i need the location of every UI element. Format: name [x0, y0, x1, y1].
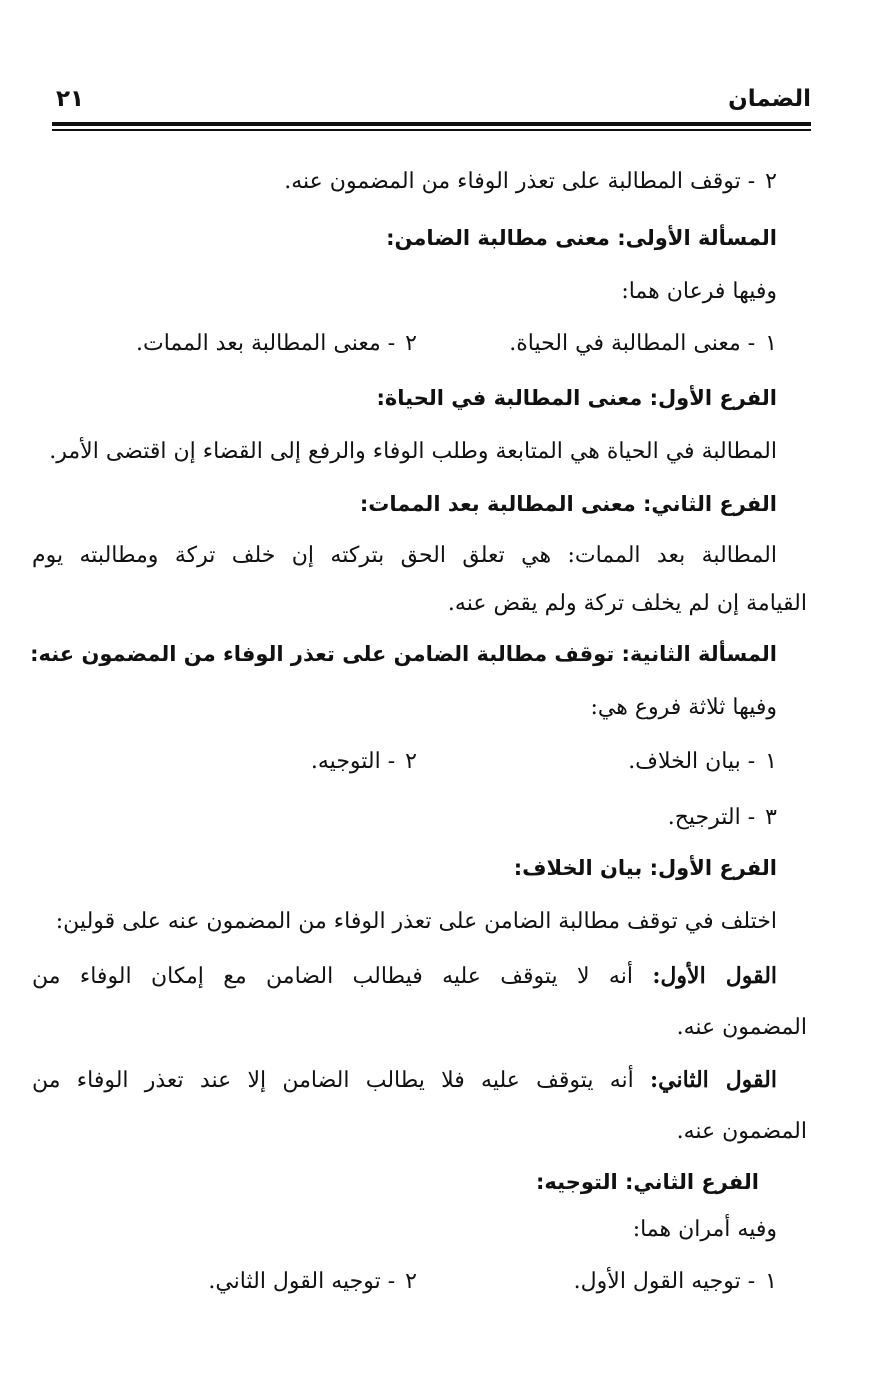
page-header — [52, 86, 811, 120]
paragraph: القيامة إن لم يخلف تركة ولم يقض عنه. — [447, 591, 807, 616]
list-row — [52, 1262, 777, 1302]
paragraph: القول الثاني: أنه يتوقف عليه فلا يطالب الضامن إلا عند تعذر الوفاء من — [32, 1067, 777, 1093]
running-title: الضمان — [728, 86, 811, 112]
list-item: ١- بيان الخلاف. — [628, 749, 777, 774]
list-item: ٢- التوجيه. — [310, 749, 417, 774]
list-item: ١- توجيه القول الأول. — [573, 1269, 777, 1294]
paragraph: وفيه أمران هما: — [632, 1217, 777, 1242]
paragraph: اختلف في توقف مطالبة الضامن على تعذر الوفاء من المضمون عنه على قولين: — [55, 909, 777, 934]
header-rule-thick — [52, 122, 811, 126]
page-number: ٢١ — [56, 86, 85, 112]
list-item: ٣- الترجيح. — [667, 805, 777, 830]
paragraph: المضمون عنه. — [676, 1119, 807, 1144]
paragraph: وفيها ثلاثة فروع هي: — [590, 695, 777, 720]
list-item: ٢- معنى المطالبة بعد الممات. — [136, 331, 417, 356]
header-rule-thin — [52, 129, 811, 131]
header-rule — [52, 122, 811, 132]
paragraph: المطالبة بعد الممات: هي تعلق الحق بتركته إن خلف تركة ومطالبته يوم — [32, 543, 777, 568]
list-row — [52, 324, 777, 364]
subsection-heading: الفرع الأول: معنى المطالبة في الحياة: — [376, 386, 777, 410]
list-item: ٢- توجيه القول الثاني. — [208, 1269, 417, 1294]
subsection-heading: الفرع الأول: بيان الخلاف: — [513, 856, 777, 880]
list-row — [52, 742, 777, 782]
opinion-label: القول الأول: — [652, 963, 778, 989]
subsection-heading: الفرع الثاني: معنى المطالبة بعد الممات: — [359, 492, 777, 516]
section-heading: المسألة الأولى: معنى مطالبة الضامن: — [386, 226, 777, 250]
paragraph: وفيها فرعان هما: — [621, 279, 777, 304]
subsection-heading: الفرع الثاني: التوجيه: — [536, 1170, 759, 1194]
list-item: ٢- توقف المطالبة على تعذر الوفاء من المضمون عنه. — [284, 169, 777, 194]
paragraph: المطالبة في الحياة هي المتابعة وطلب الوفاء والرفع إلى القضاء إن اقتضى الأمر. — [49, 439, 777, 464]
paragraph: القول الأول: أنه لا يتوقف عليه فيطالب الضامن مع إمكان الوفاء من — [32, 963, 778, 989]
opinion-label: القول الثاني: — [650, 1067, 777, 1093]
list-item: ١- معنى المطالبة في الحياة. — [509, 331, 777, 356]
paragraph: المضمون عنه. — [676, 1015, 807, 1040]
section-heading: المسألة الثانية: توقف مطالبة الضامن على تعذر الوفاء من المضمون عنه: — [30, 642, 777, 666]
